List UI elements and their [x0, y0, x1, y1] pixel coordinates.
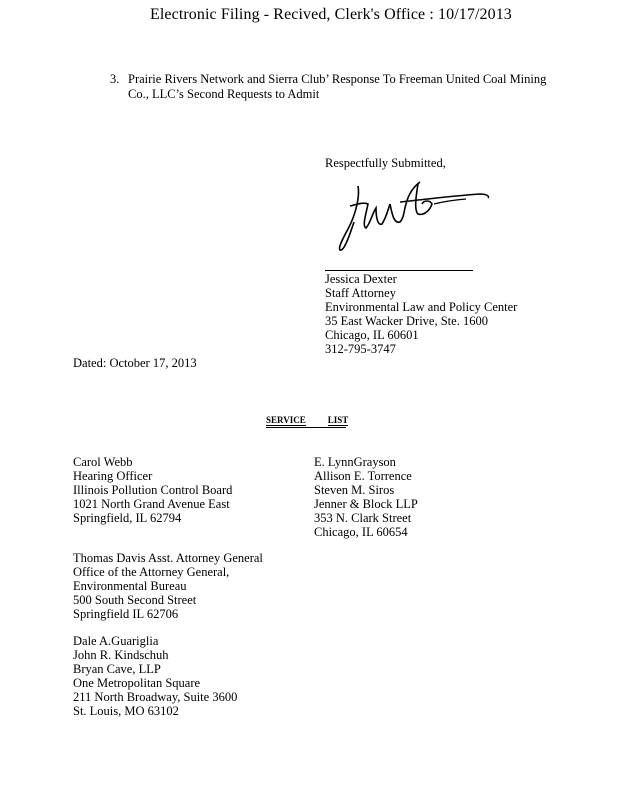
contact-line: Hearing Officer: [73, 469, 153, 483]
contact-line: Bryan Cave, LLP: [73, 662, 161, 676]
signer-block: [325, 272, 517, 356]
contact-line: 211 North Broadway, Suite 3600: [73, 690, 238, 704]
contact-line: Chicago, IL 60654: [314, 525, 408, 539]
contact-block: [314, 455, 418, 539]
contact-line: Dale A.Guariglia: [73, 634, 159, 648]
signer-name: Jessica Dexter: [325, 272, 397, 286]
signature-line: [325, 270, 473, 271]
signer-address-street: 35 East Wacker Drive, Ste. 1600: [325, 314, 488, 328]
contact-block: [73, 551, 263, 621]
item-line-1: Prairie Rivers Network and Sierra Club’ Response To Freeman United Coal Mining: [128, 72, 547, 86]
contact-line: Illinois Pollution Control Board: [73, 483, 233, 497]
filing-header: Electronic Filing - Recived, Clerk's Office : 10/17/2013: [150, 6, 512, 23]
item-line-2: Co., LLC’s Second Requests to Admit: [128, 87, 320, 101]
handwritten-signature: [330, 174, 500, 256]
contact-line: 1021 North Grand Avenue East: [73, 497, 230, 511]
contact-line: One Metropolitan Square: [73, 676, 201, 690]
contact-line: Steven M. Siros: [314, 483, 395, 497]
contact-line: Jenner & Block LLP: [314, 497, 418, 511]
contact-line: 500 South Second Street: [73, 593, 197, 607]
signer-address-city: Chicago, IL 60601: [325, 328, 419, 342]
signer-organization: Environmental Law and Policy Center: [325, 300, 518, 314]
dated-line: Dated: October 17, 2013: [73, 356, 197, 370]
contact-line: E. LynnGrayson: [314, 455, 396, 469]
service-list-underline: [266, 427, 346, 428]
service-list-heading: [266, 415, 348, 426]
contact-line: Thomas Davis Asst. Attorney General: [73, 551, 263, 565]
contact-line: 353 N. Clark Street: [314, 511, 412, 525]
item-number: 3.: [110, 72, 120, 86]
contact-line: Office of the Attorney General,: [73, 565, 230, 579]
signer-phone: 312-795-3747: [325, 342, 396, 356]
service-list-word-1: SERVICE: [266, 415, 306, 425]
service-list-word-2: LIST: [327, 415, 349, 425]
contact-line: St. Louis, MO 63102: [73, 704, 179, 718]
contact-block: [73, 634, 237, 718]
contact-line: Allison E. Torrence: [314, 469, 412, 483]
closing-text: Respectfully Submitted,: [325, 156, 446, 170]
numbered-item: [110, 72, 590, 102]
signer-title: Staff Attorney: [325, 286, 396, 300]
contact-line: Springfield IL 62706: [73, 607, 179, 621]
contact-line: Springfield, IL 62794: [73, 511, 182, 525]
contact-line: John R. Kindschuh: [73, 648, 169, 662]
contact-line: Carol Webb: [73, 455, 133, 469]
contact-line: Environmental Bureau: [73, 579, 187, 593]
contact-block: [73, 455, 232, 525]
